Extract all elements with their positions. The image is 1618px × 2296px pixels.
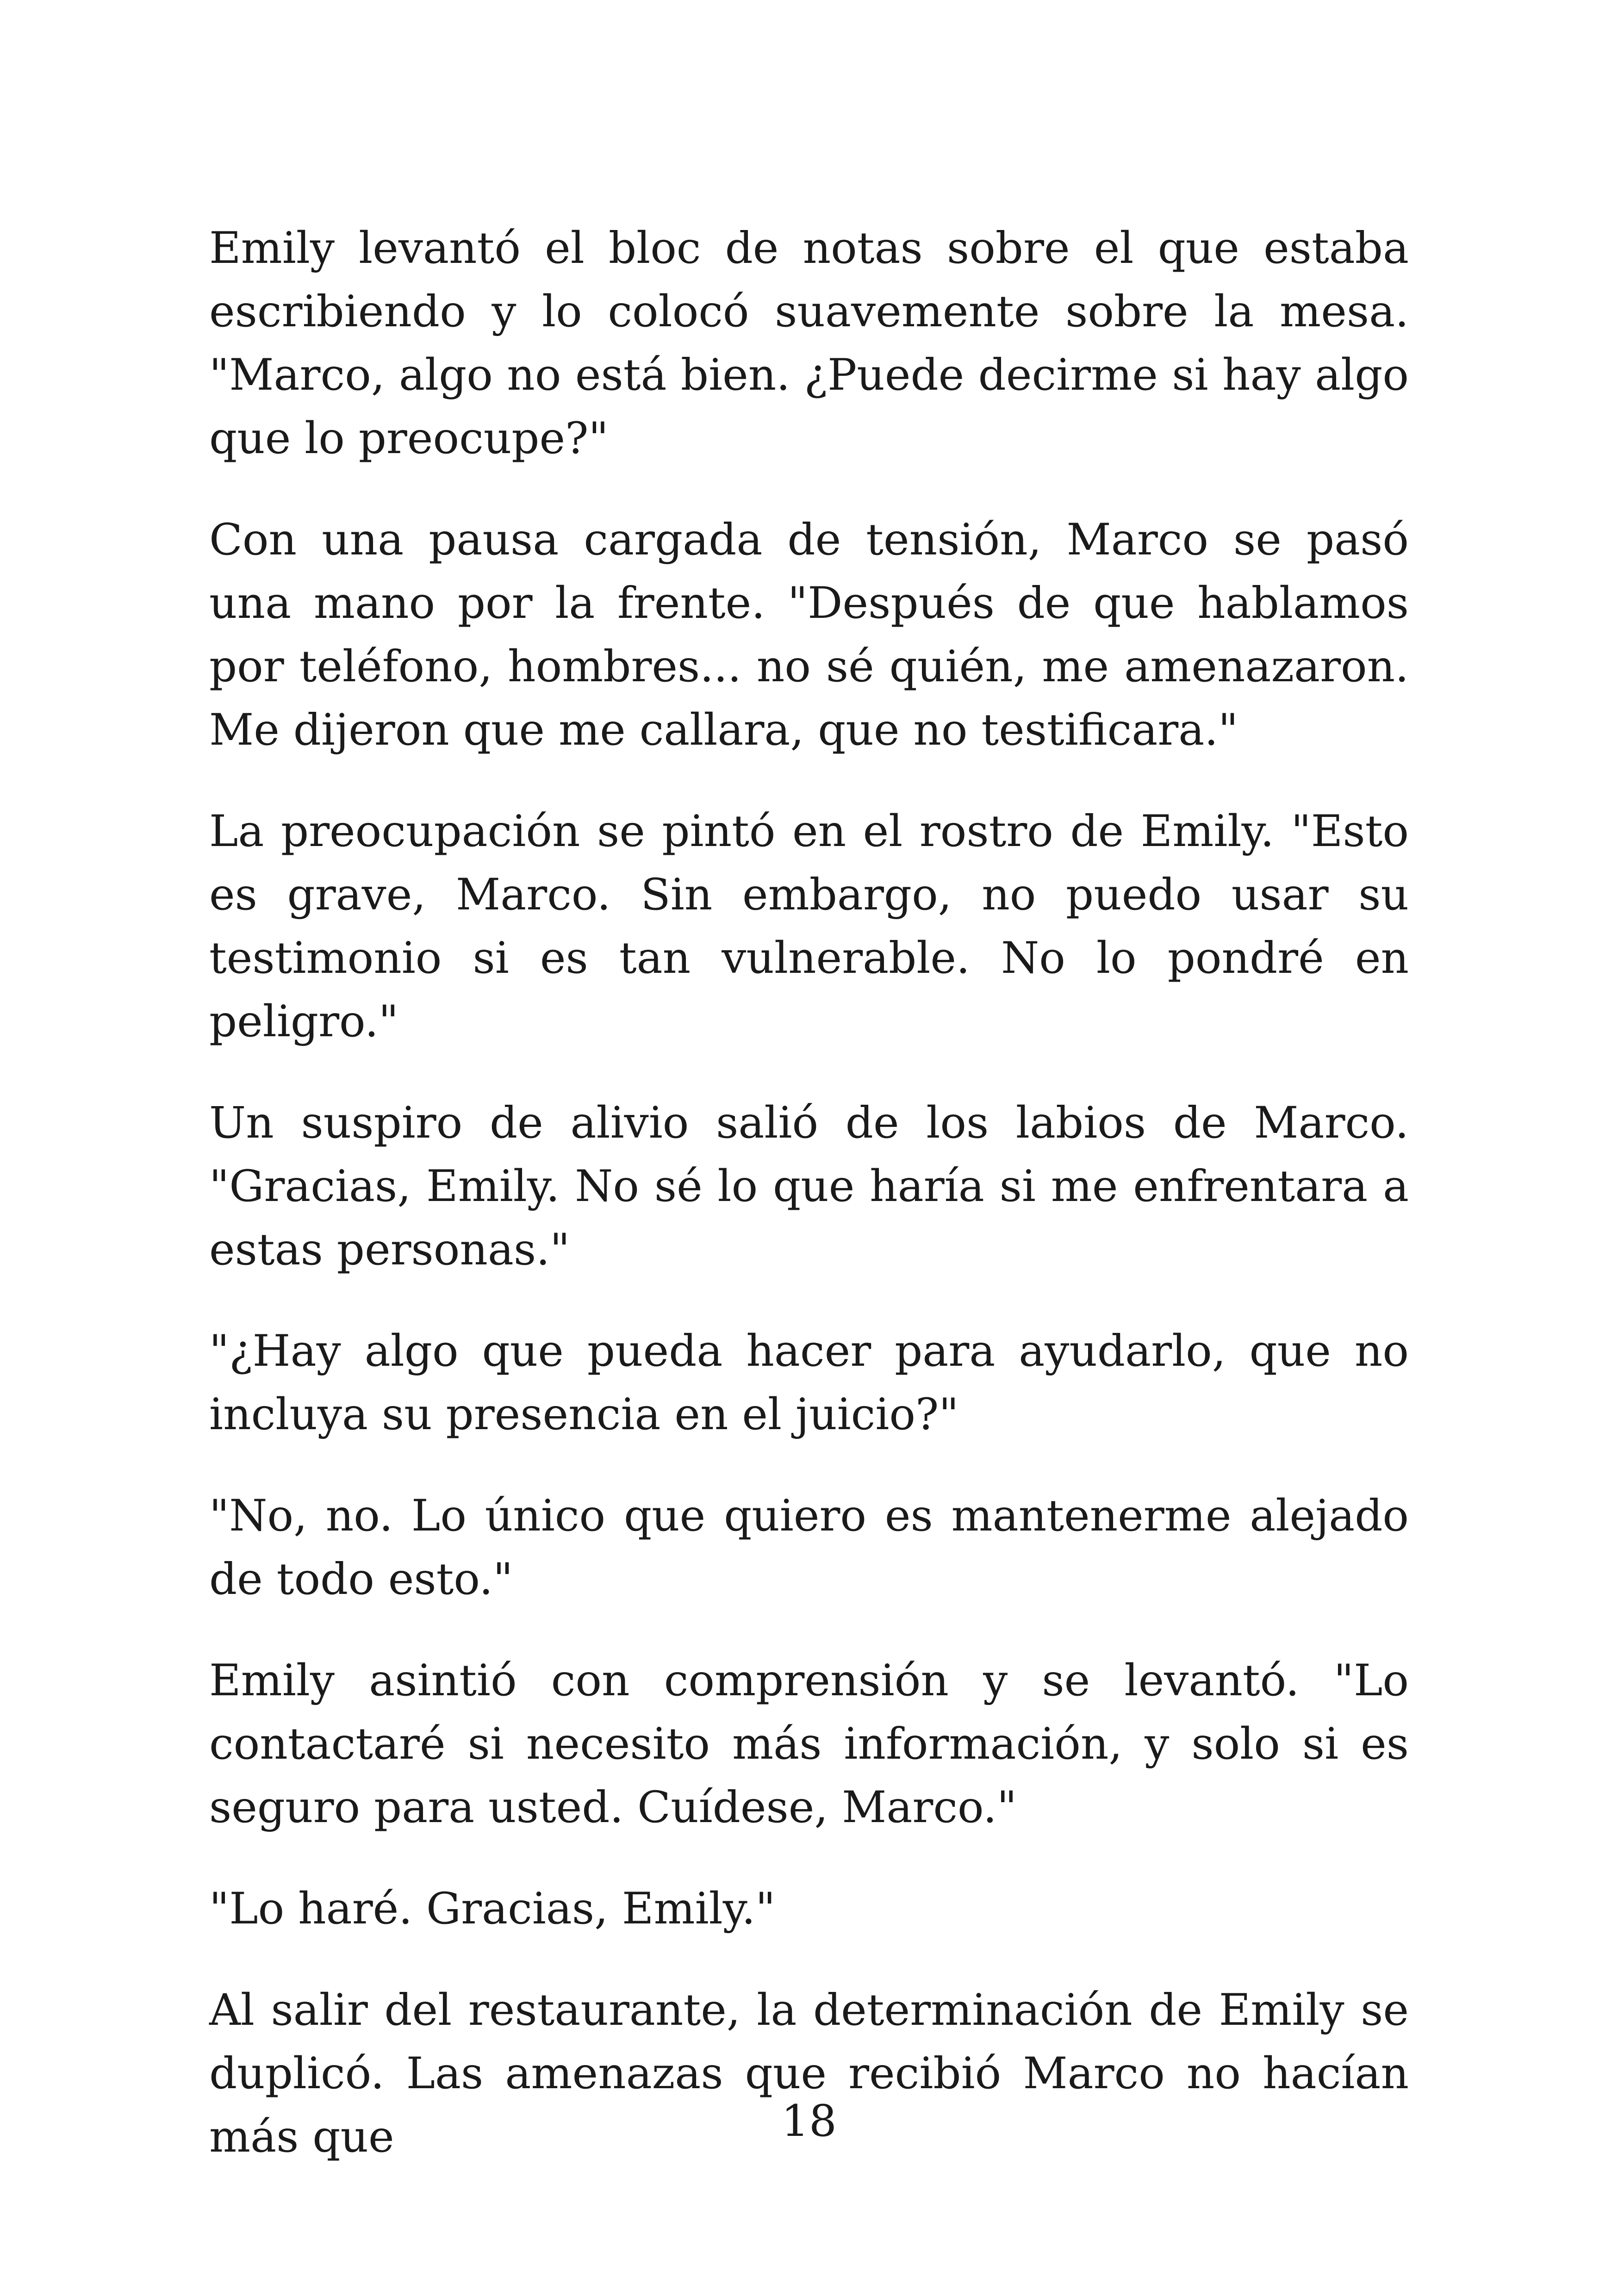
paragraph: Un suspiro de alivio salió de los labios de Marco. "Gracias, Emily. No sé lo que haría si me enfrentara a estas personas." [209,1098,1409,1275]
body-text [209,217,1409,2207]
paragraph: Emily asintió con comprensión y se levantó. "Lo contactaré si necesito más información, y solo si es seguro para usted. Cuídese, Marco." [209,1655,1409,1833]
paragraph: Al salir del restaurante, la determinación de Emily se duplicó. Las amenazas que recibió Marco no hacían más que [209,1985,1409,2162]
paragraph: La preocupación se pintó en el rostro de Emily. "Esto es grave, Marco. Sin embargo, no puedo usar su testimonio si es tan vulnerable. No lo pondré en peligro." [209,806,1409,1047]
paragraph: Con una pausa cargada de tensión, Marco se pasó una mano por la frente. "Después de que hablamos por teléfono, hombres... no sé quién, me amenazaron. Me dijeron que me callara, que no testificara." [209,515,1409,755]
paragraph: "No, no. Lo único que quiero es mantenerme alejado de todo esto." [209,1491,1409,1605]
paragraph: "Lo haré. Gracias, Emily." [209,1884,776,1934]
page-number: 18 [781,2096,837,2147]
paragraph: "¿Hay algo que pueda hacer para ayudarlo, que no incluya su presencia en el juicio?" [209,1326,1409,1440]
paragraph: Emily levantó el bloc de notas sobre el que estaba escribiendo y lo colocó suavemente sobre la mesa. "Marco, algo no está bien. ¿Puede decirme si hay algo que lo preocupe?" [209,223,1409,464]
